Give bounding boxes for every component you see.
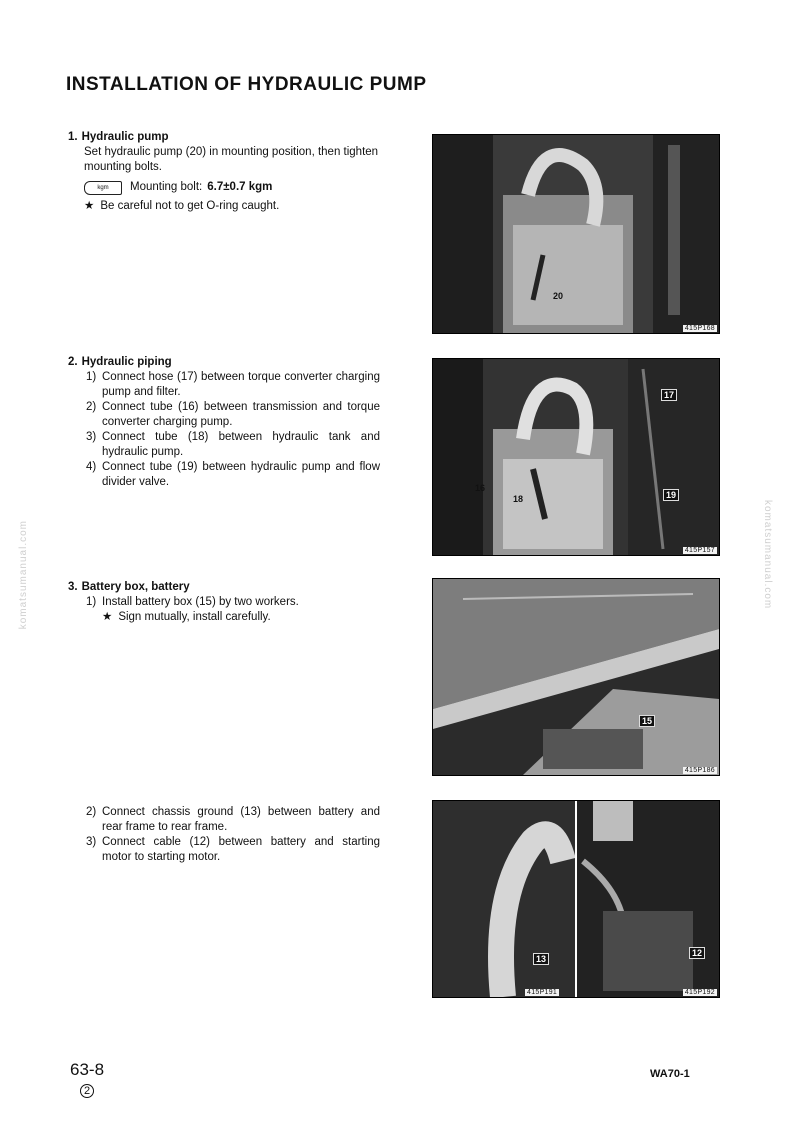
callout-label: 13 [533,953,549,965]
callout-label: 15 [639,715,655,727]
note-text: Be careful not to get O-ring caught. [100,200,280,212]
model-code: WA70-1 [650,1068,690,1080]
section-heading [68,580,380,595]
section-title: Battery box, battery [81,581,190,593]
note-text: Sign mutually, install carefully. [118,611,271,623]
photo-battery-cables [432,800,720,998]
revision-badge: 2 [80,1084,94,1098]
photo-image [433,801,719,997]
step-text: Connect tube (16) between transmission and torque converter charging pump. [102,401,380,428]
photo-code-right: 415P192 [684,989,715,996]
step-number: 1) [86,371,97,383]
page-number: 63-8 [70,1060,105,1079]
list-item [86,400,380,430]
step-number: 1) [86,596,97,608]
step-list [68,595,380,610]
section-heading [68,355,380,370]
step-number: 2) [86,401,97,413]
watermark-left: komatsumanual.com [18,520,29,630]
step-number: 2) [86,806,97,818]
step-number: 4) [86,461,97,473]
step-list [68,370,380,490]
list-item [86,835,380,865]
section-text: Set hydraulic pump (20) in mounting position, then tighten mounting bolts. [84,146,379,173]
section-number: 2. [68,356,78,368]
star-icon: ★ [84,200,95,212]
section-heading [68,130,380,145]
list-item [86,805,380,835]
step-number: 3) [86,836,97,848]
star-icon: ★ [102,611,113,623]
section-number: 3. [68,581,78,593]
callout-label: 18 [513,494,524,504]
step-text: Connect tube (19) between hydraulic pump and flow divider valve. [102,461,380,488]
callout-label: 19 [663,489,679,501]
step-text: Connect chassis ground (13) between battery and rear frame to rear frame. [102,806,380,833]
step-text: Connect hose (17) between torque converter charging pump and filter. [102,371,380,398]
section-hydraulic-pump [68,130,380,214]
callout-label: 20 [553,291,564,301]
section-battery-cont [68,805,380,865]
photo-code: 415P168 [684,325,715,332]
torque-spec [84,180,380,195]
step-text: Connect cable (12) between battery and starting motor to starting motor. [102,836,380,863]
list-item [86,595,380,610]
wrench-icon: kgm [84,181,122,195]
step-text: Connect tube (18) between hydraulic tank and hydraulic pump. [102,431,380,458]
section-title: Hydraulic piping [81,356,172,368]
photo-image [433,579,719,775]
photo-image [433,135,719,333]
caution-note [84,199,380,214]
step-list [68,805,380,865]
step-number: 3) [86,431,97,443]
step-text: Install battery box (15) by two workers. [102,596,299,608]
caution-note [102,610,380,625]
section-battery [68,580,380,625]
photo-hydraulic-piping [432,358,720,556]
photo-battery-box [432,578,720,776]
page-title: INSTALLATION OF HYDRAULIC PUMP [66,74,427,95]
list-item [86,430,380,460]
section-number: 1. [68,131,78,143]
callout-label: 12 [689,947,705,959]
callout-label: 17 [661,389,677,401]
spec-value: 6.7±0.7 kgm [207,181,273,193]
section-hydraulic-piping [68,355,380,490]
photo-code: 415P157 [684,547,715,554]
callout-label: 16 [475,483,486,493]
section-title: Hydraulic pump [81,131,169,143]
spec-label: Mounting bolt: [130,181,203,193]
watermark-right: komatsumanual.com [762,500,773,610]
photo-hydraulic-pump [432,134,720,334]
list-item [86,370,380,400]
list-item [86,460,380,490]
photo-code-left: 415P191 [527,989,558,996]
photo-code: 415P186 [684,767,715,774]
